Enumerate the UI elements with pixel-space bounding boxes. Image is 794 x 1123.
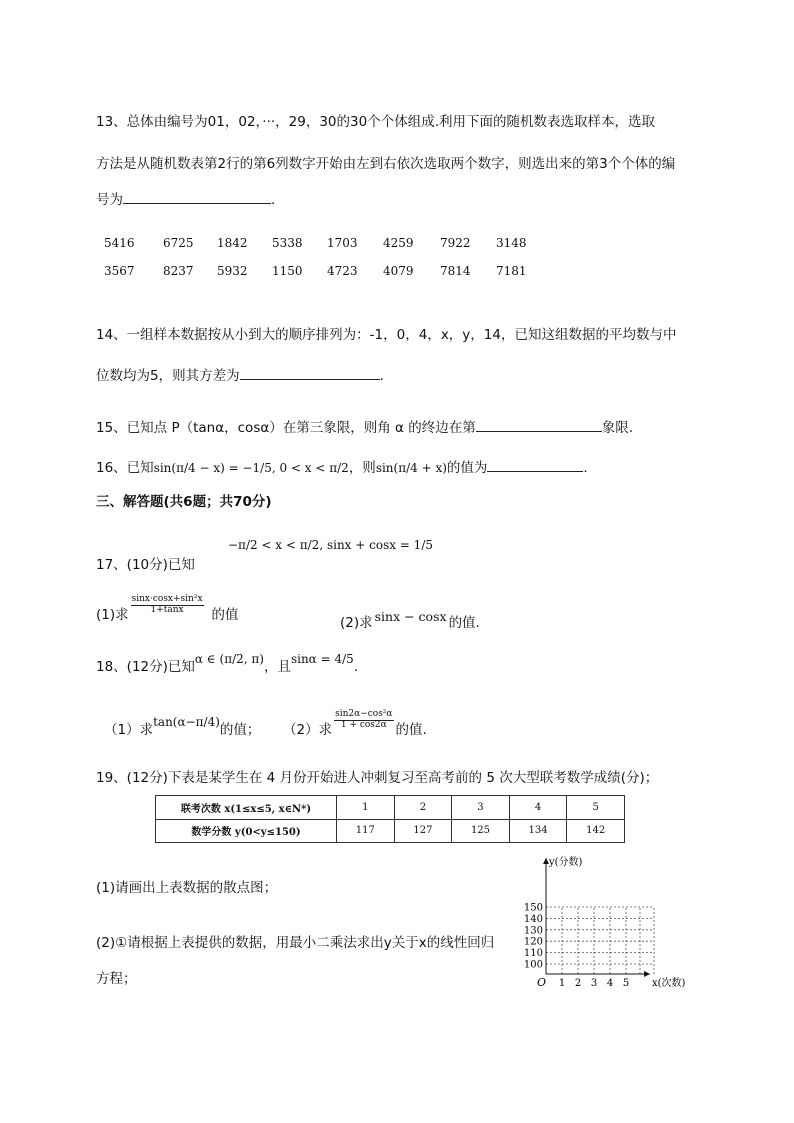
q17-part1-fraction [131, 595, 204, 615]
random-table-cell: 5416 [104, 236, 135, 250]
q14-answer-blank[interactable] [240, 365, 380, 380]
q18-end: . [353, 659, 359, 675]
section-heading: 三、解答题(共6题；共70分) [96, 494, 272, 510]
q13-line2: 方法是从随机数表第2行的第6列数字开始由左到右依次选取两个数字，则选出来的第3个个体的编 [96, 156, 676, 172]
score-table-header-scores: 数学分数 y(0<y≤150) [156, 819, 337, 843]
score-table-cell: 142 [567, 819, 625, 843]
random-table-cell: 7922 [440, 236, 471, 250]
q18-part1-suffix: 的值； [219, 722, 261, 738]
y-axis-label: y(分数) [549, 857, 583, 868]
q17-part1 [96, 594, 239, 625]
q17-part2-prefix: (2)求 [340, 615, 373, 631]
random-table-cell: 3567 [104, 264, 135, 278]
x-axis-label: x(次数) [652, 978, 686, 989]
q14-line2-suffix: . [379, 368, 384, 384]
score-table-cell: 3 [452, 796, 510, 820]
q18-part2-fraction [334, 710, 393, 730]
q14-line1: 14、一组样本数据按从小到大的顺序排列为：-1，0，4，x，y，14，已知这组数据的平均数与中 [96, 327, 677, 343]
q17-part1-prefix: (1)求 [96, 607, 129, 623]
q16-mid: ，则 [348, 460, 376, 476]
score-table-cell: 127 [394, 819, 452, 843]
random-table-cell: 5932 [217, 264, 248, 278]
q18-part2-suffix: 的值. [395, 722, 427, 738]
random-table-cell: 6725 [163, 236, 194, 250]
q15-line [96, 416, 633, 436]
score-table-cell: 117 [337, 819, 395, 843]
score-table-cell: 134 [509, 819, 567, 843]
y-tick-label: 140 [523, 913, 543, 925]
q18-mid: ，且 [263, 659, 291, 675]
q16-expr1: sin(π/4 − x) = −1/5, 0 < x < π/2 [153, 461, 349, 475]
q18-part2-prefix: （2）求 [283, 722, 333, 738]
q16-expr2: sin(π/4 + x) [375, 461, 447, 475]
q18-cond2: sinα = 4/5 [290, 652, 354, 666]
random-table-cell: 3148 [496, 236, 527, 250]
q19-part1: (1)请画出上表数据的散点图； [96, 880, 278, 896]
q17-part2-suffix: 的值. [448, 615, 480, 631]
q15-suffix: 象限. [601, 420, 634, 436]
q17-condition: −π/2 < x < π/2, sinx + cosx = 1/5 [228, 538, 433, 552]
random-table-cell: 4259 [383, 236, 414, 250]
q13-answer-blank[interactable] [123, 189, 271, 204]
random-table-cell: 4079 [383, 264, 414, 278]
random-table-cell: 8237 [163, 264, 194, 278]
score-table-row-scores [156, 819, 625, 843]
q18-part2-denominator: 1 + cos2α [340, 719, 387, 730]
scatter-grid-chart [522, 852, 692, 992]
score-table [155, 795, 625, 843]
y-tick-label: 120 [523, 936, 543, 948]
q14-line2-prefix: 位数均为5，则其方差为 [96, 368, 240, 384]
q17-part1-denominator: 1+tanx [150, 604, 184, 615]
q16-line [96, 456, 588, 476]
score-table-header-exams: 联考次数 x(1≤x≤5, x∈N*) [156, 796, 337, 820]
q18-label: 18、(12分)已知 [96, 659, 195, 675]
q17-part1-numerator: sinx·cosx+sin²x [131, 594, 203, 605]
x-axis-arrow-icon [644, 971, 650, 977]
random-table-cell: 1150 [272, 264, 303, 278]
x-tick-label: 4 [606, 978, 614, 989]
random-table-cell: 1703 [327, 236, 358, 250]
q18-part1 [104, 715, 261, 738]
q16-end: . [583, 460, 588, 476]
q19-intro: 19、(12分)下表是某学生在 4 月份开始进人冲刺复习至高考前的 5 次大型联考数学成绩(分)； [96, 770, 659, 786]
q14-line2 [96, 364, 384, 384]
q17-label: 17、(10分)已知 [96, 557, 195, 573]
x-tick-label: 5 [622, 978, 630, 989]
q16-answer-blank[interactable] [487, 457, 583, 472]
q18-line [96, 652, 359, 675]
y-tick-label: 110 [523, 948, 543, 960]
q19-part2-line1: (2)①请根据上表提供的数据，用最小二乘法求出y关于x的线性回归 [96, 935, 495, 951]
q17-part2 [340, 611, 480, 631]
x-tick-label: 3 [590, 978, 598, 989]
x-tick-label: 1 [558, 978, 566, 989]
score-table-cell: 2 [394, 796, 452, 820]
random-table-cell: 4723 [327, 264, 358, 278]
q18-part2 [283, 709, 427, 740]
q18-part1-prefix: （1）求 [104, 722, 154, 738]
q17-part2-expr: sinx − cosx [374, 609, 447, 624]
score-table-cell: 5 [567, 796, 625, 820]
q15-answer-blank[interactable] [476, 417, 602, 432]
q16-prefix: 16、已知 [96, 460, 154, 476]
q15-prefix: 15、已知点 P（tanα，cosα）在第三象限，则角 α 的终边在第 [96, 420, 476, 436]
q19-part2-line2: 方程； [96, 971, 137, 987]
origin-label: O [537, 976, 547, 989]
q18-cond1: α ∈ (π/2, π) [194, 652, 264, 666]
random-table-cell: 7181 [496, 264, 527, 278]
q13-line3-suffix: . [271, 192, 276, 208]
q13-line3-prefix: 号为 [96, 192, 123, 208]
q13-line3 [96, 188, 275, 208]
random-table-cell: 5338 [272, 236, 303, 250]
q13-line1: 13、总体由编号为01，02，···，29，30的30个个体组成.利用下面的随机数表选取样本，选取 [96, 114, 655, 130]
score-table-cell: 4 [509, 796, 567, 820]
score-table-cell: 125 [452, 819, 510, 843]
score-table-cell: 1 [337, 796, 395, 820]
y-tick-label: 130 [523, 925, 543, 937]
random-table-cell: 7814 [440, 264, 471, 278]
random-table-cell: 1842 [217, 236, 248, 250]
score-table-row-exams [156, 796, 625, 820]
x-tick-label: 2 [574, 978, 582, 989]
q18-part2-numerator: sin2α−cos²α [335, 709, 393, 720]
q18-part1-expr: tan(α−π/4) [153, 715, 220, 729]
q17-part1-suffix: 的值 [211, 607, 239, 623]
q16-suffix-text: 的值为 [446, 460, 488, 476]
y-tick-label: 150 [523, 902, 543, 914]
y-tick-label: 100 [523, 959, 543, 971]
